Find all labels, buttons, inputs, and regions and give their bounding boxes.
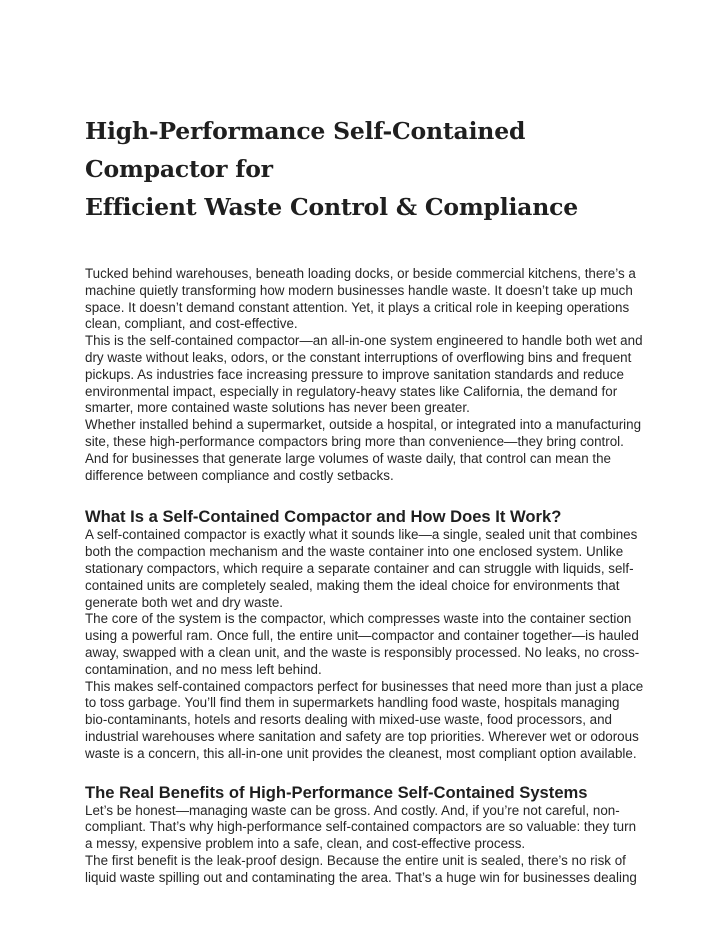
intro-paragraph-1: Tucked behind warehouses, beneath loading docks, or beside commercial kitchens, there’s a machine quietly transforming how modern businesses handle waste. It doesn’t take up much space. It doesn’t demand constant attention. Yet, it plays a critical role in keeping operations clean, compliant, and cost-effective. [85, 266, 636, 332]
title-line-1: High-Performance Self-Contained Compactor for [85, 117, 526, 183]
intro-paragraph-3: Whether installed behind a supermarket, outside a hospital, or integrated into a manufacturing site, these high-performance compactors bring more than convenience—they bring control. And for businesses that generate large volumes of waste daily, that control can mean the difference between compliance and costly setbacks. [85, 417, 642, 483]
section-1-heading: What Is a Self-Contained Compactor and How Does It Work? [85, 507, 562, 527]
section-2-paragraph-2: The first benefit is the leak-proof design. Because the entire unit is sealed, there’s no risk of liquid waste spilling out and contaminating the area. That’s a huge win for businesses dealing [85, 852, 637, 885]
section-1-paragraph-2: The core of the system is the compactor, which compresses waste into the container section using a powerful ram. Once full, the entire unit—compactor and container together—is hauled away, swapped with a clean unit, and the waste is responsibly processed. No leaks, no cross-contamination, and no mess left behind. [85, 611, 640, 677]
section-1-paragraph-3: This makes self-contained compactors perfect for businesses that need more than just a place to toss garbage. You’ll find them in supermarkets handling food waste, hospitals managing bio-contaminants, hotels and resorts dealing with mixed-use waste, food processors, and industrial warehouses where sanitation and safety are top priorities. Wherever wet or odorous waste is a concern, this all-in-one unit provides the cleanest, most compliant option available. [85, 678, 644, 761]
intro-paragraph-2: This is the self-contained compactor—an all-in-one system engineered to handle both wet and dry waste without leaks, odors, or the constant interruptions of overflowing bins and frequent pickups. As industries face increasing pressure to improve sanitation standards and reduce environmental impact, especially in regulatory-heavy states like California, the demand for smarter, more contained waste solutions has never been greater. [85, 333, 643, 416]
section-2-heading: The Real Benefits of High-Performance Self-Contained Systems [85, 782, 588, 802]
document-title [85, 112, 645, 226]
document-content [85, 112, 645, 887]
section-2-paragraph-1: Let’s be honest—managing waste can be gross. And costly. And, if you’re not careful, non-compliant. That’s why high-performance self-contained compactors are so valuable: they turn a messy, expensive problem into a safe, clean, and cost-effective process. [85, 802, 637, 852]
section-1-paragraph-1: A self-contained compactor is exactly what it sounds like—a single, sealed unit that combines both the compaction mechanism and the waste container into one enclosed system. Unlike stationary compactors, which require a separate container and can struggle with liquids, self-contained units are completely sealed, making them the ideal choice for environments that generate both wet and dry waste. [85, 527, 638, 610]
title-line-2: Efficient Waste Control & Compliance [85, 193, 578, 221]
